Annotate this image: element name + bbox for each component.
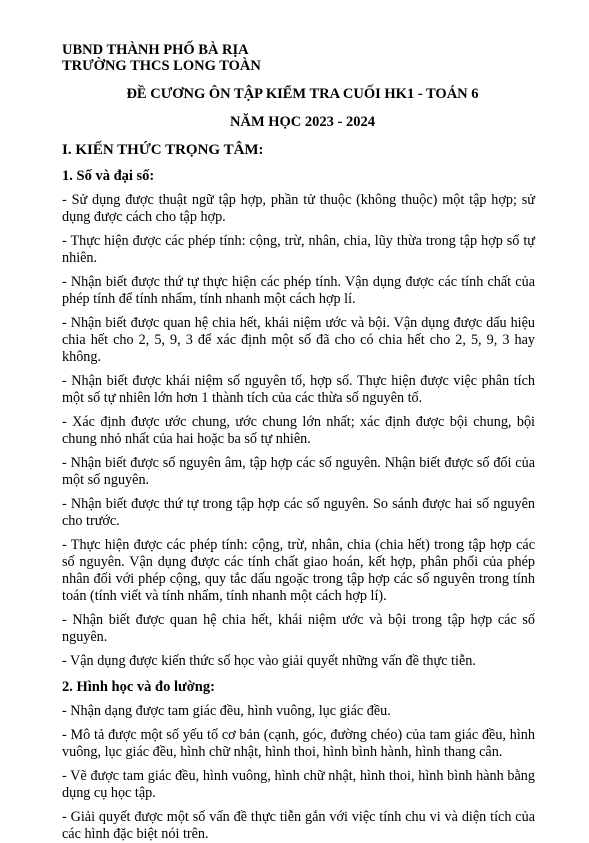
part2-heading: 2. Hình học và đo lường:: [62, 679, 215, 695]
school-name: TRƯỜNG THCS LONG TOÀN: [62, 58, 261, 74]
list-item: - Nhận biết được khái niệm số nguyên tố, hợp số. Thực hiện được việc phân tích một số tự nhiên lớn hơn 1 thành tích của các thừa số nguyên tố.: [62, 373, 535, 406]
part2-list: [62, 703, 535, 843]
school-year: NĂM HỌC 2023 - 2024: [230, 114, 375, 130]
list-item: - Nhận dạng được tam giác đều, hình vuông, lục giác đều.: [62, 703, 391, 719]
list-item: - Mô tả được một số yếu tố cơ bản (cạnh, góc, đường chéo) của tam giác đều, hình vuông, lục giác đều, hình chữ nhật, hình thoi, hình bình hành, hình thang cân.: [62, 727, 535, 760]
list-item: - Nhận biết được quan hệ chia hết, khái niệm ước và bội. Vận dụng được dấu hiệu chia hết cho 2, 5, 9, 3 để xác định một số đã cho có chia hết cho 2, 5, 9, 3 hay không.: [62, 315, 535, 365]
authority-name: UBND THÀNH PHỐ BÀ RỊA: [62, 42, 249, 58]
part1-heading: 1. Số và đại số:: [62, 168, 155, 184]
list-item: - Nhận biết được số nguyên âm, tập hợp các số nguyên. Nhận biết được số đối của một số nguyên.: [62, 455, 535, 488]
list-item: - Nhận biết được thứ tự thực hiện các phép tính. Vận dụng được các tính chất của phép tính để tính nhẩm, tính nhanh một cách hợp lí.: [62, 274, 535, 307]
section-heading: I. KIẾN THỨC TRỌNG TÂM:: [62, 142, 264, 158]
list-item: - Thực hiện được các phép tính: cộng, trừ, nhân, chia (chia hết) trong tập hợp các số nguyên. Vận dụng được các tính chất giao hoán, kết hợp, phân phối của phép nhân đối với phép cộng, quy tắc dấu ngoặc trong tập hợp các số nguyên trong tính toán (tính viết và tính nhẩm, tính nhanh một cách hợp lí).: [62, 537, 535, 604]
list-item: - Nhận biết được thứ tự trong tập hợp các số nguyên. So sánh được hai số nguyên cho trước.: [62, 496, 535, 529]
list-item: - Vận dụng được kiến thức số học vào giải quyết những vấn đề thực tiễn.: [62, 653, 476, 669]
list-item: - Vẽ được tam giác đều, hình vuông, hình chữ nhật, hình thoi, hình bình hành bằng dụng cụ học tập.: [62, 768, 535, 801]
document-title: ĐỀ CƯƠNG ÔN TẬP KIỂM TRA CUỐI HK1 - TOÁN 6: [126, 86, 479, 102]
list-item: - Giải quyết được một số vấn đề thực tiễn gắn với việc tính chu vi và diện tích của các hình đặc biệt nói trên.: [62, 809, 535, 842]
list-item: - Xác định được ước chung, ước chung lớn nhất; xác định được bội chung, bội chung nhỏ nhất của hai hoặc ba số tự nhiên.: [62, 414, 535, 447]
list-item: - Sử dụng được thuật ngữ tập hợp, phần tử thuộc (không thuộc) một tập hợp; sử dụng được cách cho tập hợp.: [62, 192, 535, 225]
list-item: - Nhận biết được quan hệ chia hết, khái niệm ước và bội trong tập hợp các số nguyên.: [62, 612, 535, 645]
part1-list: [62, 192, 535, 670]
list-item: - Thực hiện được các phép tính: cộng, trừ, nhân, chia, lũy thừa trong tập hợp số tự nhiên.: [62, 233, 535, 266]
